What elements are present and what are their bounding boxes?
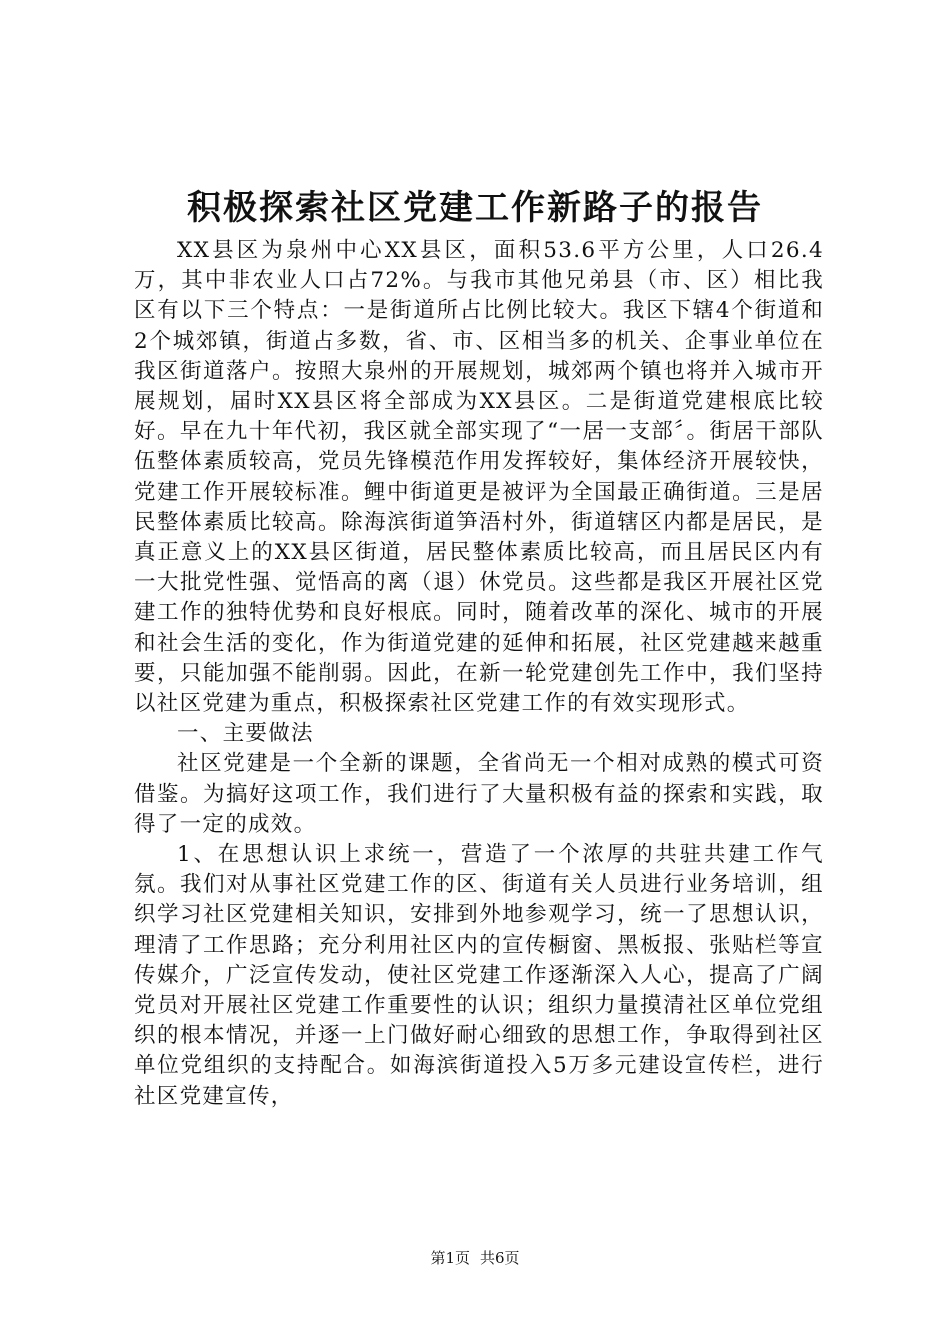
page-number-total: 共6页 xyxy=(480,1249,520,1267)
section-heading-main-practices: 一、主要做法 xyxy=(177,721,314,747)
page-footer xyxy=(0,1248,950,1268)
page-number-current: 第1页 xyxy=(430,1249,470,1267)
document-title: 积极探索社区党建工作新路子的报告 xyxy=(187,188,763,228)
paragraph-item-1: 1、在思想认识上求统一，营造了一个浓厚的共驻共建工作气氛。我们对从事社区党建工作的区、街道有关人员进行业务培训，组织学习社区党建相关知识，安排到外地参观学习，统一了思想认识，理清了工作思路；充分利用社区内的宣传橱窗、黑板报、张贴栏等宣传媒介，广泛宣传发动，使社区党建工作逐渐深入人心，提高了广阔党员对开展社区党建工作重要性的认识；组织力量摸清社区单位党组织的根本情况，并逐一上门做好耐心细致的思想工作，争取得到社区单位党组织的支持配合。如海滨街道投入5万多元建设宣传栏，进行社区党建宣传， xyxy=(134,842,824,1109)
document-body xyxy=(134,236,824,1112)
paragraph-intro-practices: 社区党建是一个全新的课题，全省尚无一个相对成熟的模式可资借鉴。为搞好这项工作，我们进行了大量积极有益的探索和实践，取得了一定的成效。 xyxy=(134,751,824,837)
paragraph-overview: XX县区为泉州中心XX县区，面积53.6平方公里，人口26.4万，其中非农业人口占72%。与我市其他兄弟县（市、区）相比我区有以下三个特点：一是街道所占比例比较大。我区下辖4个街道和2个城郊镇，街道占多数，省、市、区相当多的机关、企事业单位在我区街道落户。按照大泉州的开展规划，城郊两个镇也将并入城市开展规划，届时XX县区将全部成为XX县区。二是街道党建根底比较好。早在九十年代初，我区就全部实现了“一居一支部〞。街居干部队伍整体素质较高，党员先锋模范作用发挥较好，集体经济开展较快，党建工作开展较标准。鲤中街道更是被评为全国最正确街道。三是居民整体素质比较高。除海滨街道笋浯村外，街道辖区内都是居民，是真正意义上的XX县区街道，居民整体素质比较高，而且居民区内有一大批党性强、觉悟高的离（退）休党员。这些都是我区开展社区党建工作的独特优势和良好根底。同时，随着改革的深化、城市的开展和社会生活的变化，作为街道党建的延伸和拓展，社区党建越来越重要，只能加强不能削弱。因此，在新一轮党建创先工作中，我们坚持以社区党建为重点，积极探索社区党建工作的有效实现形式。 xyxy=(134,238,824,717)
